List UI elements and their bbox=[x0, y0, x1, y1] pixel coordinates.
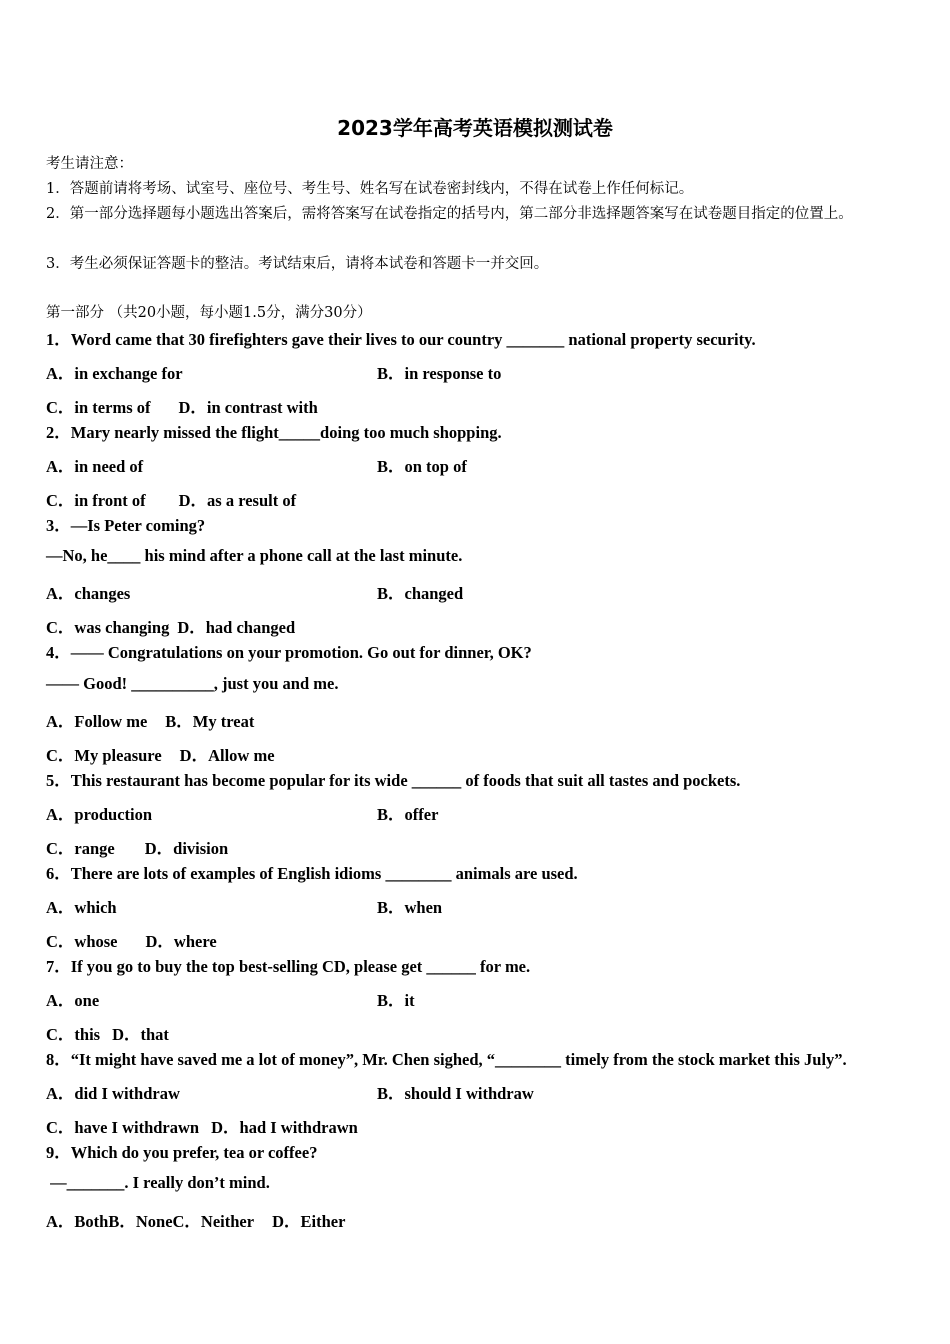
question-7-option-b[interactable]: B．it bbox=[377, 991, 415, 1010]
question-8-option-b[interactable]: B．should I withdraw bbox=[377, 1084, 534, 1103]
question-3-option-c[interactable]: C．was changing bbox=[46, 618, 170, 637]
question-9-stem: 9．Which do you prefer, tea or coffee? bbox=[46, 1143, 318, 1162]
question-1-option-a[interactable]: A．in exchange for bbox=[46, 364, 183, 383]
question-3-option-b[interactable]: B．changed bbox=[377, 584, 464, 603]
question-6-options-row-2 bbox=[46, 928, 217, 952]
question-4-option-c[interactable]: C．My pleasure bbox=[46, 746, 162, 765]
question-5-options-row-2 bbox=[46, 835, 228, 859]
question-7-stem: 7．If you go to buy the top best-selling CD, please get ______ for me. bbox=[46, 957, 531, 976]
question-5-options-row-1 bbox=[46, 801, 906, 825]
question-5-option-c[interactable]: C．range bbox=[46, 839, 115, 858]
question-1-option-b[interactable]: B．in response to bbox=[377, 364, 502, 383]
question-8-options-row-2 bbox=[46, 1114, 358, 1138]
question-3-option-a[interactable]: A．changes bbox=[46, 584, 131, 603]
question-3-stem-reply: —No, he____ his mind after a phone call at the last minute. bbox=[46, 546, 463, 565]
notice-heading: 考生请注意： bbox=[46, 156, 133, 172]
question-4-stem-reply: —— Good! __________, just you and me. bbox=[46, 674, 339, 693]
question-9-option-a[interactable]: A．Both bbox=[46, 1212, 109, 1231]
question-1-option-c[interactable]: C．in terms of bbox=[46, 398, 151, 417]
question-8-option-a[interactable]: A．did I withdraw bbox=[46, 1084, 180, 1103]
section-heading: 第一部分 （共20小题，每小题1.5分，满分30分） bbox=[46, 305, 372, 321]
question-8-option-d[interactable]: D．had I withdrawn bbox=[211, 1118, 358, 1137]
question-2-options-row-1 bbox=[46, 453, 906, 477]
question-7-options-row-2 bbox=[46, 1021, 169, 1045]
question-4-option-d[interactable]: D．Allow me bbox=[179, 746, 275, 765]
question-4-options-row-1 bbox=[46, 708, 254, 732]
question-9-option-b[interactable]: B．None bbox=[108, 1212, 173, 1231]
question-1-option-d[interactable]: D．in contrast with bbox=[178, 398, 318, 417]
question-2-option-d[interactable]: D．as a result of bbox=[178, 491, 297, 510]
notice-item-2: 2．第一部分选择题每小题选出答案后，需将答案写在试卷指定的括号内，第二部分非选择题答案写在试卷题目指定的位置上。 bbox=[46, 206, 853, 222]
question-9-option-d[interactable]: D．Either bbox=[272, 1212, 346, 1231]
notice-item-1: 1．答题前请将考场、试室号、座位号、考生号、姓名写在试卷密封线内，不得在试卷上作任何标记。 bbox=[46, 181, 694, 197]
question-8-stem: 8．“It might have saved me a lot of money”, Mr. Chen sighed, “________ timely from the stock market this July”. bbox=[46, 1050, 847, 1069]
question-2-option-a[interactable]: A．in need of bbox=[46, 457, 144, 476]
question-3-options-row-1 bbox=[46, 580, 906, 604]
question-5-option-d[interactable]: D．division bbox=[144, 839, 229, 858]
question-3-stem: 3．—Is Peter coming? bbox=[46, 516, 206, 535]
notice-item-3: 3．考生必须保证答题卡的整洁。考试结束后，请将本试卷和答题卡一并交回。 bbox=[46, 256, 549, 272]
question-6-option-c[interactable]: C．whose bbox=[46, 932, 118, 951]
question-3-options-row-2 bbox=[46, 614, 295, 638]
question-4-option-a[interactable]: A．Follow me bbox=[46, 712, 148, 731]
question-1-options-row-2 bbox=[46, 394, 318, 418]
question-2-options-row-2 bbox=[46, 487, 296, 511]
question-9-option-c[interactable]: C．Neither bbox=[172, 1212, 255, 1231]
question-9-options-row bbox=[46, 1208, 345, 1232]
question-4-option-b[interactable]: B．My treat bbox=[165, 712, 255, 731]
question-8-option-c[interactable]: C．have I withdrawn bbox=[46, 1118, 200, 1137]
question-6-stem: 6．There are lots of examples of English idioms ________ animals are used. bbox=[46, 864, 578, 883]
question-4-stem: 4．—— Congratulations on your promotion. Go out for dinner, OK? bbox=[46, 643, 532, 662]
question-8-options-row-1 bbox=[46, 1080, 906, 1104]
question-6-options-row-1 bbox=[46, 894, 906, 918]
question-1-options-row-1 bbox=[46, 360, 906, 384]
question-3-option-d[interactable]: D．had changed bbox=[177, 618, 296, 637]
question-6-option-b[interactable]: B．when bbox=[377, 898, 443, 917]
page-title: 2023学年高考英语模拟测试卷 bbox=[337, 116, 613, 140]
question-6-option-a[interactable]: A．which bbox=[46, 898, 117, 917]
question-4-options-row-2 bbox=[46, 742, 275, 766]
question-2-stem: 2．Mary nearly missed the flight_____doing too much shopping. bbox=[46, 423, 502, 442]
question-9-stem-reply: —_______. I really don’t mind. bbox=[46, 1173, 270, 1192]
question-1-stem: 1．Word came that 30 firefighters gave their lives to our country _______ national property security. bbox=[46, 330, 756, 349]
question-5-option-a[interactable]: A．production bbox=[46, 805, 153, 824]
question-7-option-a[interactable]: A．one bbox=[46, 991, 100, 1010]
question-7-options-row-1 bbox=[46, 987, 906, 1011]
question-7-option-d[interactable]: D．that bbox=[112, 1025, 169, 1044]
question-7-option-c[interactable]: C．this bbox=[46, 1025, 101, 1044]
question-5-option-b[interactable]: B．offer bbox=[377, 805, 439, 824]
question-5-stem: 5．This restaurant has become popular for its wide ______ of foods that suit all tastes and pockets. bbox=[46, 771, 741, 790]
question-6-option-d[interactable]: D．where bbox=[145, 932, 217, 951]
question-2-option-b[interactable]: B．on top of bbox=[377, 457, 467, 476]
question-2-option-c[interactable]: C．in front of bbox=[46, 491, 146, 510]
